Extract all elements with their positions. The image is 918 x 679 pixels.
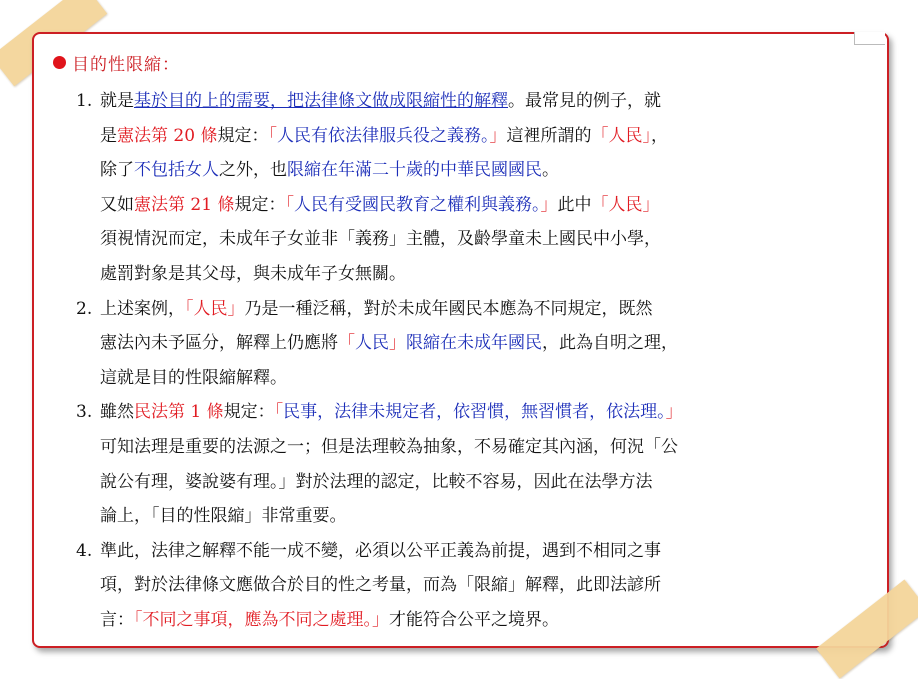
text-segment: 項，對於法律條文應做合於目的性之考量，而為「限縮」解釋，此即法諺所 [100,575,661,596]
text-line [100,292,866,327]
bullet-icon [53,56,66,69]
text-segment: 規定： [234,194,286,215]
text-segment: 」 [389,333,406,354]
list-item [76,534,866,638]
text-line [100,568,866,603]
text-segment: 是 [100,125,117,146]
section-heading-text: 目的性限縮： [72,55,180,75]
text-segment: 。 [542,160,559,181]
text-segment: 人民有受國民教育之權利與義務。 [293,194,541,215]
text-line [100,603,866,638]
list-item [76,292,866,396]
text-segment: 須視情況而定，未成年子女並非「義務」主體，及齡學童未上國民中小學， [100,229,661,250]
text-line [100,84,866,119]
text-line [100,361,866,396]
text-line [100,222,866,257]
text-segment: 「人民」 [591,194,660,215]
list-item [76,395,866,533]
list-item-body [100,395,866,533]
list-item-number: 4. [76,540,93,561]
numbered-list [76,84,866,638]
text-segment: 處罰對象是其父母，與未成年子女無關。 [100,263,406,284]
list-item [76,84,866,292]
text-segment: ，此為自明之理， [542,333,678,354]
text-segment: 言： [100,609,134,630]
text-segment: 民事，法律未規定者，依習慣，無習慣者，依法理。 [283,402,666,423]
text-segment: 此中 [557,194,592,215]
text-line [100,499,866,534]
text-segment: 「人民」 [591,125,651,146]
text-segment: 民法第 1 條 [134,402,224,423]
text-line [100,257,866,292]
text-segment: 這就是目的性限縮解釋。 [100,367,287,388]
text-segment: 限縮在未成年國民 [406,333,542,354]
text-segment: 「 [274,402,284,423]
text-line [100,465,866,500]
text-segment: 規定： [217,125,269,146]
text-segment: 可知法理是重要的法源之一；但是法理較為抽象，不易確定其內涵，何況「公 [100,436,678,457]
list-item-number: 3. [76,402,93,423]
text-segment: 「 [285,194,294,215]
text-segment: 規定： [223,402,275,423]
text-segment: 人民 [276,125,311,146]
text-line [100,534,866,569]
text-segment: 才能符合公平之境界。 [389,609,559,630]
list-item-number: 1. [76,91,93,111]
text-segment: 又如 [100,194,134,215]
text-segment: 憲法內未予區分，解釋上仍應將 [100,333,338,354]
text-segment: 上述案例， [100,298,185,319]
list-item-body [100,292,866,396]
text-segment: 論上，「目的性限縮」非常重要。 [100,506,347,527]
text-line [100,326,866,361]
text-segment: 」 [540,194,558,215]
text-segment: 「 [338,333,355,354]
text-segment: ， [650,125,668,146]
text-segment: 這裡所謂的 [506,125,592,146]
text-segment: 就是 [100,91,134,111]
page-corner [854,32,885,45]
text-segment: 限縮在年滿二十歲的中華民國國民 [287,160,542,181]
text-segment: 」 [489,125,507,146]
text-segment: 。最常見的例子，就 [508,91,661,111]
text-segment: 「不同之事項，應為不同之處理。」 [134,609,389,630]
list-item-number: 2. [76,298,93,319]
text-segment: 準此，法律之解釋不能一成不變，必須以公平正義為前提，遇到不相同之事 [100,540,661,561]
text-segment: 「人民」 [185,298,245,319]
list-item-body [100,84,866,292]
text-segment: 除了 [100,160,134,181]
text-segment: 乃是一種泛稱，對於未成年國民本應為不同規定，既然 [244,298,653,319]
text-segment: 雖然 [100,402,134,423]
text-segment: 之外，也 [219,160,287,181]
text-segment: 」 [665,402,683,423]
text-line [100,153,866,188]
text-segment: 憲法第 21 條 [134,194,235,215]
text-line [100,395,866,430]
list-item-body [100,534,866,638]
text-line [100,119,866,154]
text-segment: 說公有理，婆說婆有理。」對於法理的認定，比較不容易，因此在法學方法 [100,471,653,492]
text-segment: 「 [268,125,277,146]
text-segment: 基於目的上的需要，把法律條文做成限縮性的解釋 [134,91,508,111]
section-heading [53,50,180,75]
text-segment: 人民 [355,333,389,354]
text-segment: 不包括女人 [134,160,219,181]
text-segment: 有依法律服兵役之義務。 [310,125,490,146]
text-segment: 憲法第 20 條 [117,125,218,146]
text-line [100,188,866,223]
text-line [100,430,866,465]
